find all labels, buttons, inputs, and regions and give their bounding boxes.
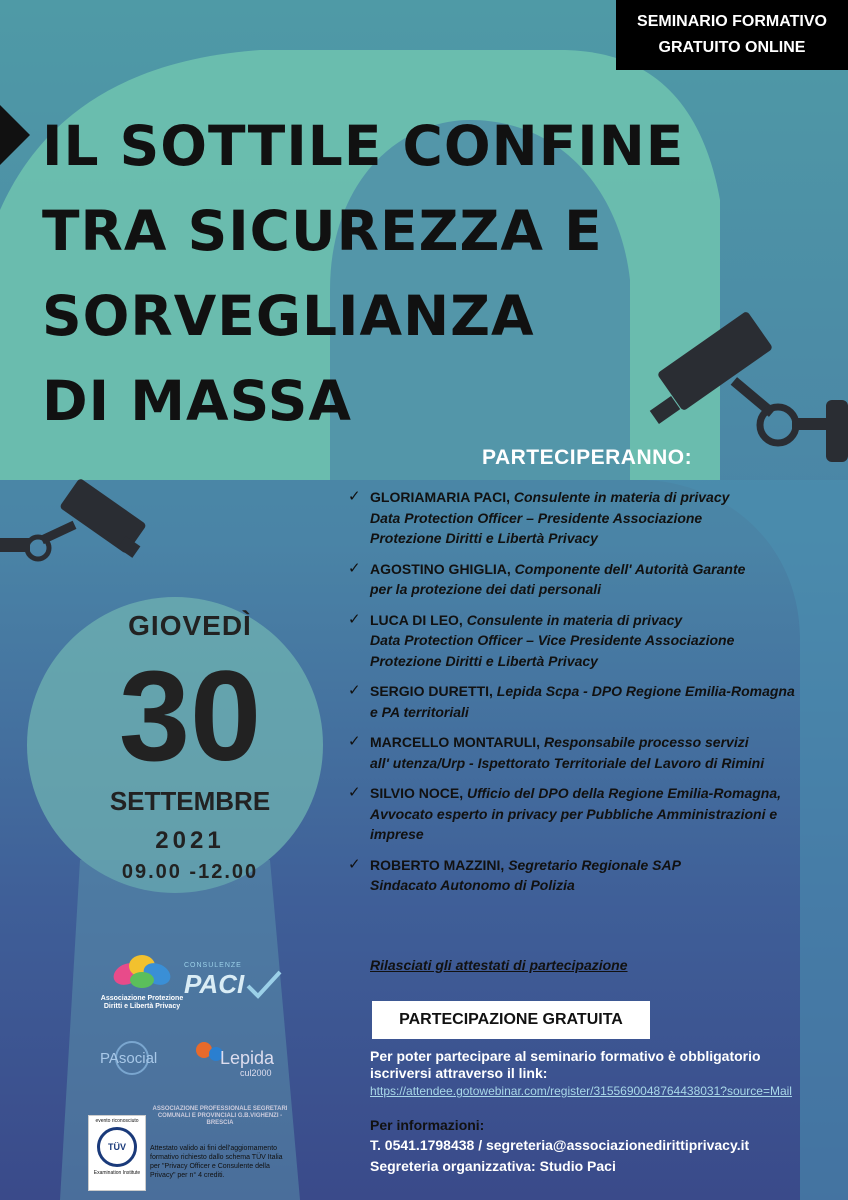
check-icon: ✓ <box>348 855 361 873</box>
speaker-role-line: Protezione Diritti e Libertà Privacy <box>370 652 598 669</box>
speaker-role-line: Protezione Diritti e Libertà Privacy <box>370 530 598 546</box>
speaker-role: Ufficio del DPO della Regione Emilia-Romagna, <box>466 785 782 801</box>
arrow-marker-icon <box>0 105 30 165</box>
speaker-item <box>348 732 818 773</box>
participants-heading: PARTECIPERANNO: <box>482 446 693 469</box>
event-weekday: GIOVEDÌ <box>128 610 252 641</box>
speaker-role: Consulente in materia di privacy <box>466 611 683 628</box>
speaker-item <box>348 559 818 600</box>
pasocial-logo-icon <box>96 1040 176 1076</box>
speaker-item <box>348 783 818 845</box>
speaker-item <box>348 855 818 896</box>
event-day-number: 30 <box>118 645 262 788</box>
paci-logo-big: PACI <box>184 969 245 999</box>
check-icon: ✓ <box>348 733 361 750</box>
registration-text: Per poter partecipare al seminario formativo è obbligatorio iscriversi attraverso il link: <box>370 1048 761 1081</box>
lepida-logo-icon <box>190 1040 280 1080</box>
speaker-role-line: Avvocato esperto in privacy per Pubbliche Amministrazioni e <box>370 805 778 822</box>
speaker-item <box>348 681 818 722</box>
speaker-name: SERGIO DURETTI, <box>370 683 493 699</box>
speaker-name: MARCELLO MONTARULI, <box>370 734 541 750</box>
speaker-role: Componente dell' Autorità Garante <box>514 560 746 577</box>
event-time: 09.00 -12.00 <box>121 861 259 883</box>
checkmark-logo-icon <box>244 970 284 1000</box>
pasocial-logo-text: PAsocial <box>100 1050 158 1067</box>
speaker-name: AGOSTINO GHIGLIA, <box>370 560 511 577</box>
lepida-logo-text: Lepida <box>220 1048 275 1068</box>
registration-link[interactable]: https://attendee.gotowebinar.com/register/3155690048764438031?source=Mail <box>370 1084 792 1098</box>
speaker-role: Segretario Regionale SAP <box>508 856 681 873</box>
paci-logo-small: CONSULENZE <box>184 962 242 969</box>
contact-line: T. 0541.1798438 / segreteria@associazionedirittiprivacy.it <box>370 1137 750 1153</box>
title-line: TRA SICUREZZA E <box>42 199 603 263</box>
security-camera-icon-left <box>0 478 147 559</box>
secretariat-line: Segreteria organizzativa: Studio Paci <box>370 1158 616 1174</box>
check-icon: ✓ <box>348 610 361 628</box>
event-date <box>70 610 310 884</box>
page-title <box>42 104 742 444</box>
speaker-item <box>348 487 818 549</box>
badge-line-2: GRATUITO ONLINE <box>658 39 806 56</box>
speaker-name: GLORIAMARIA PACI, <box>370 489 510 505</box>
certificates-note: Rilasciati gli attestati di partecipazione <box>370 957 628 973</box>
title-line: IL SOTTILE CONFINE <box>42 114 685 178</box>
tuv-top-text: evento riconosciuto <box>95 1118 139 1124</box>
association-logo-text: Associazione Protezione Diritti e Libertà Privacy <box>100 995 184 1010</box>
professional-association-text: ASSOCIAZIONE PROFESSIONALE SEGRETARI COMUNALI E PROVINCIALI G.B.VIGHENZI - BRESCIA <box>152 1106 288 1126</box>
association-logo <box>92 948 192 1011</box>
speaker-role: Consulente in materia di privacy <box>513 489 730 505</box>
speaker-role: Responsabile processo servizi <box>543 734 749 750</box>
tuv-certification-logo <box>88 1115 146 1191</box>
speaker-name: SILVIO NOCE, <box>370 785 464 801</box>
speaker-name: ROBERTO MAZZINI, <box>370 856 505 873</box>
speaker-role-line: Data Protection Officer – Vice Presidente Associazione <box>370 632 735 648</box>
speaker-role-line: per la protezione dei dati personali <box>370 581 602 597</box>
check-icon: ✓ <box>348 784 361 801</box>
speaker-name: LUCA DI LEO, <box>370 611 463 628</box>
hands-logo-icon <box>107 948 177 990</box>
check-icon: ✓ <box>348 559 361 577</box>
title-line: SORVEGLIANZA <box>42 284 535 348</box>
free-participation-badge: PARTECIPAZIONE GRATUITA <box>372 1001 650 1039</box>
lepida-logo-sub: cul2000 <box>240 1068 272 1078</box>
tuv-caption: Attestato valido ai fini dell'aggiornamento formativo richiesto dallo schema TÜV Italia per "Privacy Officer e Consulente della Privacy" per n° 4 crediti. <box>150 1145 283 1179</box>
speaker-role-line: Sindacato Autonomo di Polizia <box>370 877 575 893</box>
event-year: 2021 <box>155 827 225 854</box>
check-icon: ✓ <box>348 682 361 699</box>
speaker-role-line: e PA territoriali <box>370 703 469 720</box>
speaker-role: Lepida Scpa - DPO Regione Emilia-Romagna <box>496 683 795 699</box>
consulenze-paci-logo <box>184 962 294 1000</box>
event-type-badge <box>616 0 848 70</box>
lepida-logo <box>190 1040 280 1085</box>
pasocial-logo <box>96 1040 176 1081</box>
tuv-mark: TÜV <box>108 1142 126 1152</box>
check-icon: ✓ <box>348 488 361 505</box>
speaker-role-line: imprese <box>370 826 424 842</box>
speaker-list <box>348 487 818 906</box>
speaker-item <box>348 610 818 672</box>
event-month: SETTEMBRE <box>109 786 271 816</box>
speaker-role-line: Data Protection Officer – Presidente Associazione <box>370 509 703 526</box>
info-label: Per informazioni: <box>370 1117 485 1133</box>
badge-line-1: SEMINARIO FORMATIVO <box>637 13 827 30</box>
speaker-role-line: all' utenza/Urp - Ispettorato Territoriale del Lavoro di Rimini <box>370 754 765 771</box>
tuv-bottom-text: Examination Institute <box>93 1170 141 1176</box>
title-line: DI MASSA <box>42 369 352 433</box>
tuv-seal-icon <box>97 1127 137 1167</box>
